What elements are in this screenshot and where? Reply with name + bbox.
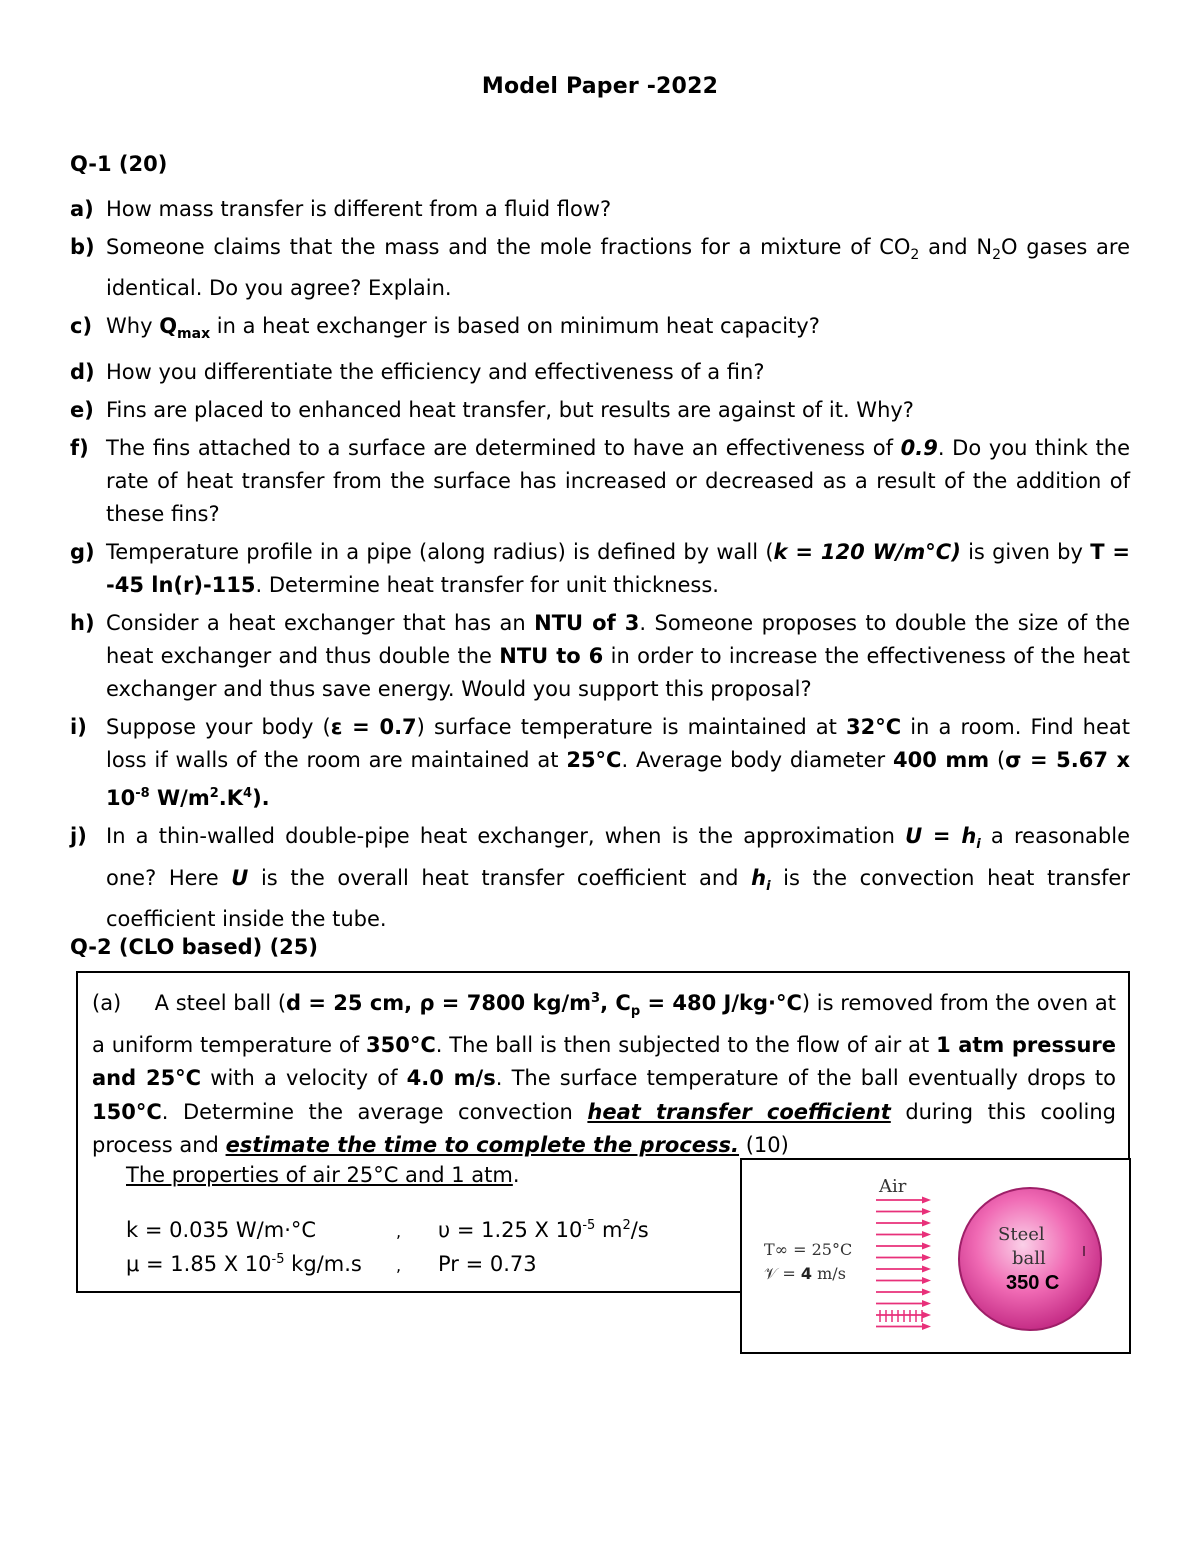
airflow-arrow-head [922,1323,931,1330]
air-properties-title: The properties of air 25°C and 1 atm. [126,1163,520,1187]
question-1d: d) How you differentiate the efficiency and effectiveness of a fin? [70,360,765,385]
question-1f: f) The fins attached to a surface are determined to have an effectiveness of 0.9. Do you think the rate of heat transfer from the surface has increased or decreased as a result of the addition of these fins? [70,436,1131,527]
prop-nu: υ = 1.25 X $10^{-5}$ $m^2/s$ [438,1218,649,1242]
airflow-arrow-head [922,1289,931,1296]
question-1c: c) Why $Q_{max}$ in a heat exchanger is based on minimum heat capacity? [70,314,820,343]
ball-label-line-1: Steel [998,1224,1045,1245]
airflow-arrow-head [922,1266,931,1273]
airflow-arrow-head [922,1277,931,1284]
ball-temperature: 350 C [1006,1272,1060,1294]
question-1-list [70,193,1130,941]
airflow-arrows [876,1197,931,1331]
ball-label-line-2: ball [1012,1248,1046,1269]
airflow-arrow-head [922,1231,931,1238]
question-1a: a) How mass transfer is different from a fluid flow? [70,197,612,221]
airflow-arrow-head [922,1312,931,1319]
air-properties-title-text: The properties of air 25°C and 1 atm [126,1163,513,1187]
airflow-arrow-head [922,1300,931,1307]
steel-ball-figure [740,1158,1131,1354]
prop-separator-2: , [396,1256,402,1275]
airflow-arrow-head [922,1197,931,1204]
air-label: Air [879,1176,907,1197]
airflow-arrow-head [922,1208,931,1215]
free-stream-velocity: 𝒱 = 4 m/s [764,1264,846,1283]
question-1e: e) Fins are placed to enhanced heat transfer, but results are against of it. Why? [70,398,914,423]
question-1b: b) Someone claims that the mass and the mole fractions for a mixture of $CO_2$ and $N_2O$ gases are identical. Do you agree? Explain. [70,235,1130,301]
question-1h: h) Consider a heat exchanger that has an NTU of 3. Someone proposes to double the size of the heat exchanger and thus double the NTU to 6 in order to increase the effectiveness of the heat exchanger and thus save energy. Would you support this proposal? [70,611,1131,702]
question-2a-text: (a) A steel ball (d = 25 cm, ρ = 7800 $kg/m^3$, $C_p = 480$ J/kg·°C) is removed from the oven at a uniform temperature of 350°C. The ball is then subjected to the flow of air at 1 atm pressure and 25°C with a velocity of 4.0 m/s. The surface temperature of the ball eventually drops to 150°C. Determine the average convection heat transfer coefficient during this cooling process and estimate the time to complete the process. (10) [92,991,1116,1158]
prop-mu: μ = 1.85 X $10^{-5}$ kg/m.s [126,1252,362,1276]
airflow-arrow-head [922,1254,931,1261]
free-stream-temperature: T∞ = 25°C [764,1240,853,1259]
question-2-heading: Q-2 (CLO based) (25) [70,935,318,959]
question-1i: i) Suppose your body (ε = 0.7) surface temperature is maintained at 32°C in a room. Find heat loss if walls of the room are maintained at 25°C. Average body diameter 400 mm (σ = 5.67 x $10^{-8}$ $W/m^2.K^4$). [70,715,1131,811]
prop-k: k = 0.035 W/m·°C [126,1218,317,1242]
airflow-arrow-head [922,1243,931,1250]
question-1j: j) In a thin-walled double-pipe heat exchanger, when is the approximation $U = h_i$ a reasonable one? Here U is the overall heat transfer coefficient and $h_i$ is the convection heat transfer coefficient inside the tube. [70,824,1130,931]
page-title: Model Paper -2022 [481,74,719,99]
airflow-arrow-head [922,1220,931,1227]
prop-separator-1: , [396,1222,402,1241]
question-1g: g) Temperature profile in a pipe (along radius) is defined by wall (k = 120 W/m°C) is given by T = -45 ln(r)-115. Determine heat transfer for unit thickness. [70,540,1131,598]
question-1-heading: Q-1 (20) [70,152,168,176]
prop-pr: Pr = 0.73 [438,1252,537,1276]
